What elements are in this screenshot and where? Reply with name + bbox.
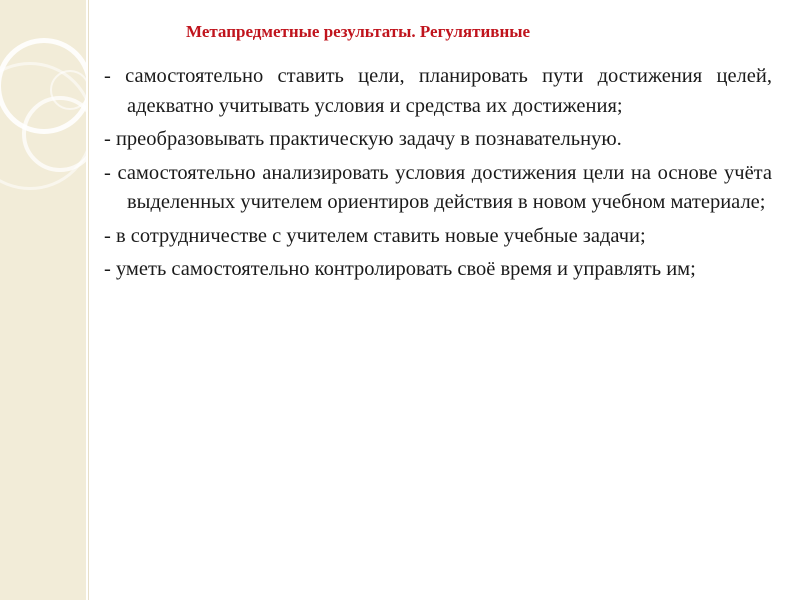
slide-title: Метапредметные результаты. Регулятивные (186, 22, 531, 41)
decorative-ring (50, 70, 90, 110)
list-item: - преобразовывать практическую задачу в познавательную. (104, 128, 622, 150)
list-item: - самостоятельно ставить цели, планировать пути достижения целей, адекватно учитывать условия и средства их достижения; (104, 65, 772, 117)
list-item: - уметь самостоятельно контролировать своё время и управлять им; (104, 258, 696, 280)
band-divider (88, 0, 89, 600)
decorative-side-band (0, 0, 86, 600)
results-list (104, 62, 772, 289)
list-item: - самостоятельно анализировать условия достижения цели на основе учёта выделенных учителем ориентиров действия в новом учебном материале; (104, 161, 772, 213)
list-item: - в сотрудничестве с учителем ставить новые учебные задачи; (104, 224, 646, 247)
